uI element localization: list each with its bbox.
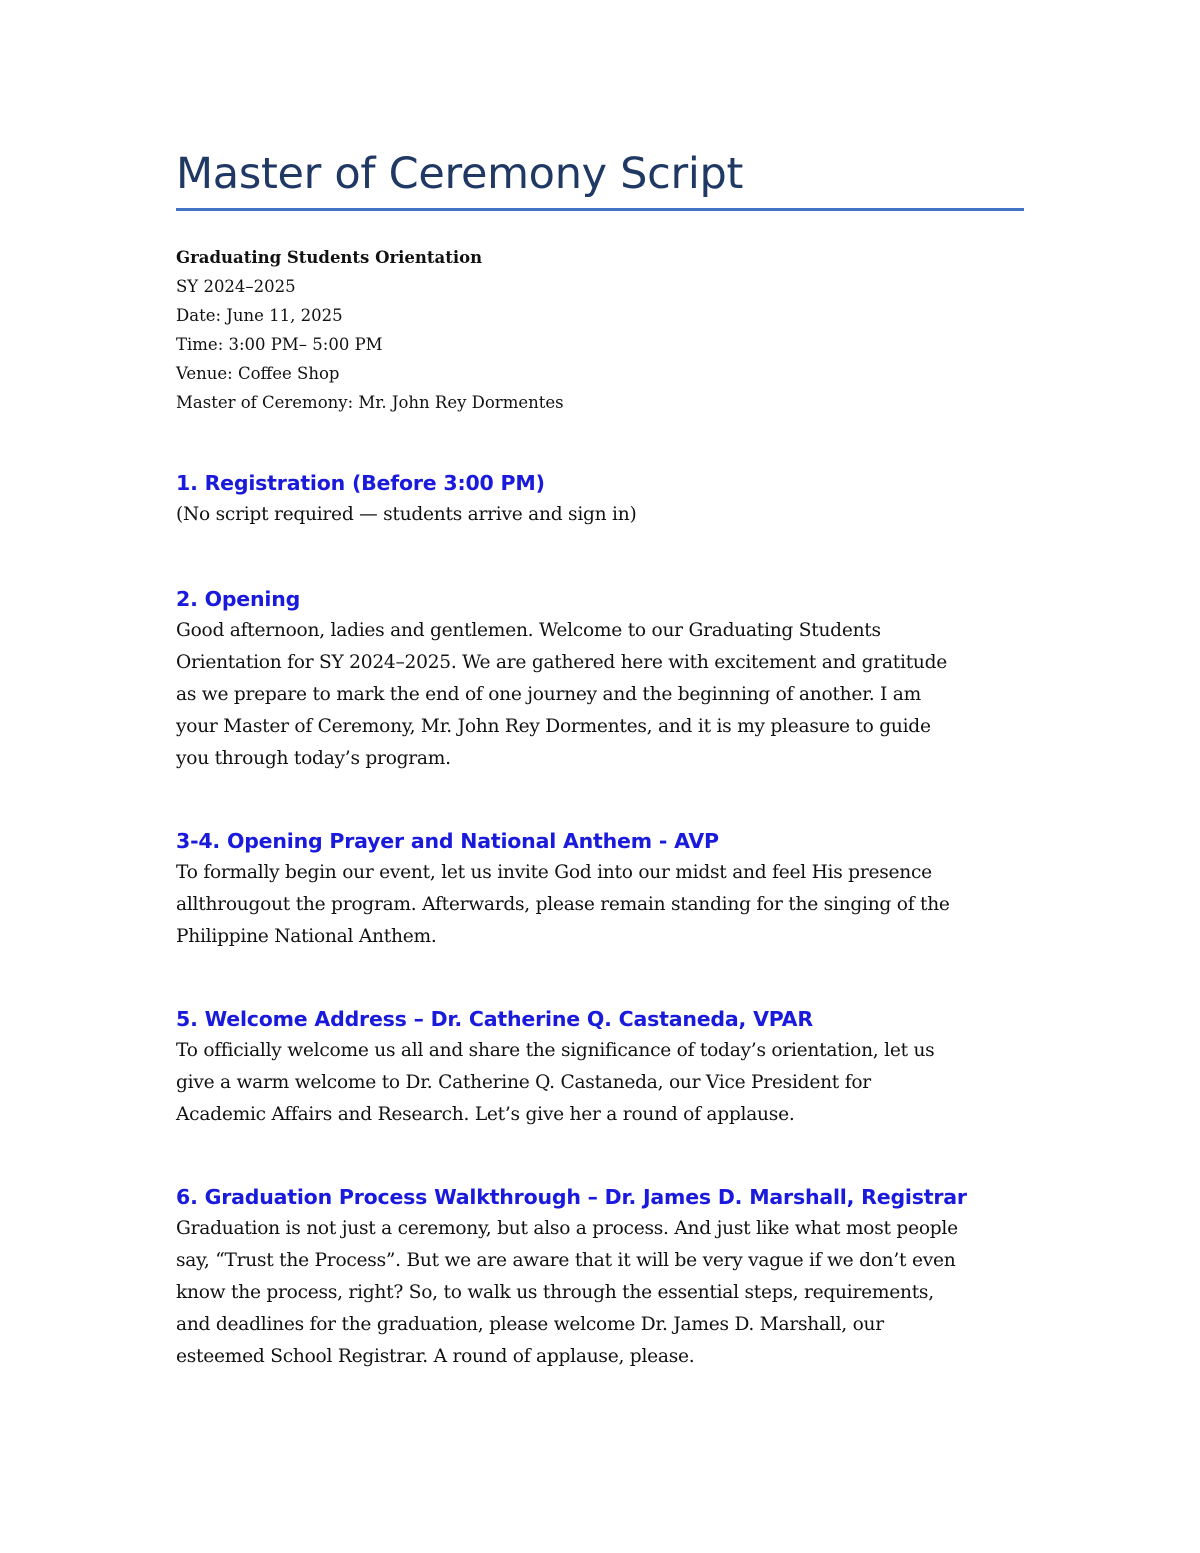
section-text [176,1213,1026,1373]
section-registration [176,467,1026,531]
section-text [176,857,1026,953]
title-underline [176,208,1024,211]
section-heading: 3-4. Opening Prayer and National Anthem - AVP [176,829,719,853]
text-line: say, “Trust the Process”. But we are aware that it will be very vague if we don’t even [176,1250,956,1271]
text-line: esteemed School Registrar. A round of applause, please. [176,1346,695,1367]
event-name: Graduating Students Orientation [176,248,483,267]
text-line: and deadlines for the graduation, please welcome Dr. James D. Marshall, our [176,1314,884,1335]
text-line: know the process, right? So, to walk us through the essential steps, requirements, [176,1282,934,1303]
text-line: as we prepare to mark the end of one journey and the beginning of another. I am [176,684,922,705]
text-line: your Master of Ceremony, Mr. John Rey Dormentes, and it is my pleasure to guide [176,716,931,737]
text-line: give a warm welcome to Dr. Catherine Q. Castaneda, our Vice President for [176,1072,871,1093]
event-details [176,243,1026,417]
document-title: Master of Ceremony Script [176,149,744,199]
section-heading: 6. Graduation Process Walkthrough – Dr. James D. Marshall, Registrar [176,1185,967,1209]
text-line: you through today’s program. [176,748,451,769]
text-line: Academic Affairs and Research. Let’s give her a round of applause. [176,1104,795,1125]
text-line: allthrougout the program. Afterwards, please remain standing for the singing of the [176,894,950,915]
document-body [176,146,1026,1373]
section-heading: 5. Welcome Address – Dr. Catherine Q. Castaneda, VPAR [176,1007,813,1031]
text-line: Graduation is not just a ceremony, but also a process. And just like what most people [176,1218,958,1239]
section-opening [176,583,1026,775]
section-graduation-walkthrough [176,1181,1026,1373]
text-line: To formally begin our event, let us invite God into our midst and feel His presence [176,862,932,883]
event-venue: Venue: Coffee Shop [176,364,340,383]
event-date: Date: June 11, 2025 [176,306,343,325]
school-year: SY 2024–2025 [176,277,296,296]
section-prayer-anthem [176,825,1026,953]
section-text [176,499,1026,531]
text-line: To officially welcome us all and share the significance of today’s orientation, let us [176,1040,935,1061]
text-line: Philippine National Anthem. [176,926,437,947]
section-heading: 2. Opening [176,587,301,611]
text-line: Orientation for SY 2024–2025. We are gathered here with excitement and gratitude [176,652,948,673]
event-time: Time: 3:00 PM– 5:00 PM [176,335,383,354]
section-welcome-address [176,1003,1026,1131]
master-of-ceremony: Master of Ceremony: Mr. John Rey Dormentes [176,393,564,412]
section-text [176,615,1026,775]
section-heading: 1. Registration (Before 3:00 PM) [176,471,545,495]
section-text [176,1035,1026,1131]
text-line: Good afternoon, ladies and gentlemen. Welcome to our Graduating Students [176,620,881,641]
text-line: (No script required — students arrive and sign in) [176,504,637,525]
